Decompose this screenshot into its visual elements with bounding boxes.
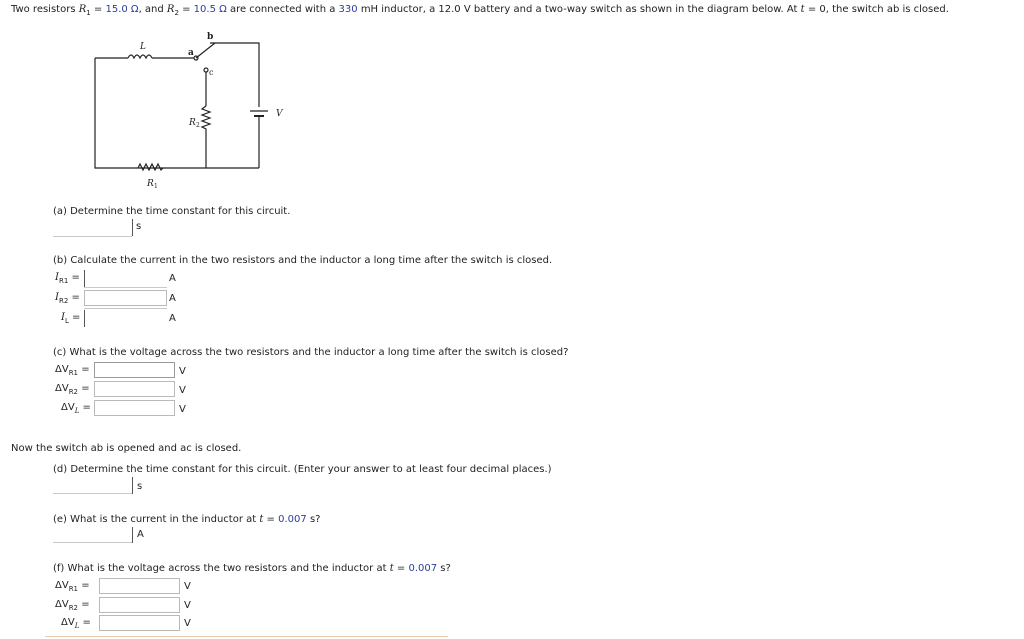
il-underline xyxy=(84,308,167,309)
part-e-time-value: 0.007 xyxy=(278,514,307,525)
part-a-field-underline xyxy=(53,236,132,237)
f-dvr2-unit: V xyxy=(184,600,191,611)
part-e-question: (e) What is the current in the inductor at t = 0.007 s? xyxy=(53,514,321,525)
part-f-time-value: 0.007 xyxy=(408,563,438,574)
ir1-label: $I_{R1}$ = xyxy=(55,272,80,285)
inductor-symbol xyxy=(128,55,152,58)
f-dvr2-input[interactable] xyxy=(99,597,180,613)
dvr2-input[interactable] xyxy=(94,381,175,397)
ir2-input[interactable] xyxy=(84,290,167,306)
r2-resistor xyxy=(202,106,210,168)
ir1-input[interactable] xyxy=(84,270,85,287)
label-r2-sub: 2 xyxy=(196,122,200,129)
dvr1-label: $\Delta V_{R1}$ = xyxy=(55,364,90,377)
part-d-unit: s xyxy=(137,481,143,492)
ir1-unit: A xyxy=(169,273,176,284)
dvr2-unit: V xyxy=(179,385,186,396)
f-dvr1-input[interactable] xyxy=(99,578,180,594)
part-d-input[interactable] xyxy=(132,477,133,494)
ir1-underline xyxy=(84,287,167,288)
problem-statement: Two resistors $R_1 = 15.0$ Ω, and $R_2 = 10.5$ Ω are connected with a 330 mH inductor, a 12.0 V battery and a two-way switch as shown in the diagram below. At t = 0, the switch ab is closed. xyxy=(11,4,949,17)
part-a-question: (a) Determine the time constant for this circuit. xyxy=(53,206,291,217)
part-a-unit: s xyxy=(136,221,142,232)
f-dvl-input[interactable] xyxy=(99,615,180,631)
switch-blade xyxy=(196,43,215,58)
label-a: a xyxy=(188,48,194,58)
il-label: $I_L$ = xyxy=(61,312,81,325)
inductance-value: 330 xyxy=(338,4,358,15)
dvr1-unit: V xyxy=(179,366,186,377)
switch-note: Now the switch ab is opened and ac is closed. xyxy=(11,443,242,454)
contact-c xyxy=(204,68,208,72)
dvl-unit: V xyxy=(179,404,186,415)
part-e-input[interactable] xyxy=(132,527,133,543)
part-b-question: (b) Calculate the current in the two resistors and the inductor a long time after the switch is closed. xyxy=(53,255,553,266)
label-r1: R xyxy=(147,179,154,189)
f-dvl-label: $\Delta V_L$ = xyxy=(61,617,91,630)
part-f-question: (f) What is the voltage across the two resistors and the inductor at t = 0.007 s? xyxy=(53,563,451,574)
label-b: b xyxy=(207,32,214,42)
f-dvr2-label: $\Delta V_{R2}$ = xyxy=(55,599,90,612)
label-r1-sub: 1 xyxy=(154,183,158,190)
dvl-input[interactable] xyxy=(94,400,175,416)
label-l: L xyxy=(140,42,146,52)
part-e-unit: A xyxy=(137,529,144,540)
part-e-field-underline xyxy=(53,542,132,543)
dvr2-label: $\Delta V_{R2}$ = xyxy=(55,383,90,396)
ir2-unit: A xyxy=(169,293,176,304)
label-r2: R xyxy=(189,118,196,128)
bottom-divider xyxy=(45,636,448,637)
ir2-label: $I_{R2}$ = xyxy=(55,292,80,305)
label-c: c xyxy=(209,68,214,77)
wire-left xyxy=(95,58,259,168)
il-unit: A xyxy=(169,313,176,324)
part-c-question: (c) What is the voltage across the two resistors and the inductor a long time after the switch is closed? xyxy=(53,347,569,358)
wire-b xyxy=(210,43,259,107)
r1-resistor xyxy=(138,164,163,170)
r2-value: 10.5 Ω xyxy=(193,4,227,15)
part-d-field-underline xyxy=(53,493,132,494)
circuit-diagram xyxy=(88,28,288,193)
part-d-question: (d) Determine the time constant for this circuit. (Enter your answer to at least four decimal places.) xyxy=(53,464,552,475)
part-a-input[interactable] xyxy=(132,219,133,236)
dvr1-input[interactable] xyxy=(94,362,175,378)
f-dvl-unit: V xyxy=(184,618,191,629)
f-dvr1-unit: V xyxy=(184,581,191,592)
f-dvr1-label: $\Delta V_{R1}$ = xyxy=(55,580,90,593)
dvl-label: $\Delta V_L$ = xyxy=(61,402,91,415)
label-v: V xyxy=(276,109,283,119)
il-input[interactable] xyxy=(84,310,85,327)
r1-value: 15.0 Ω xyxy=(105,4,139,15)
